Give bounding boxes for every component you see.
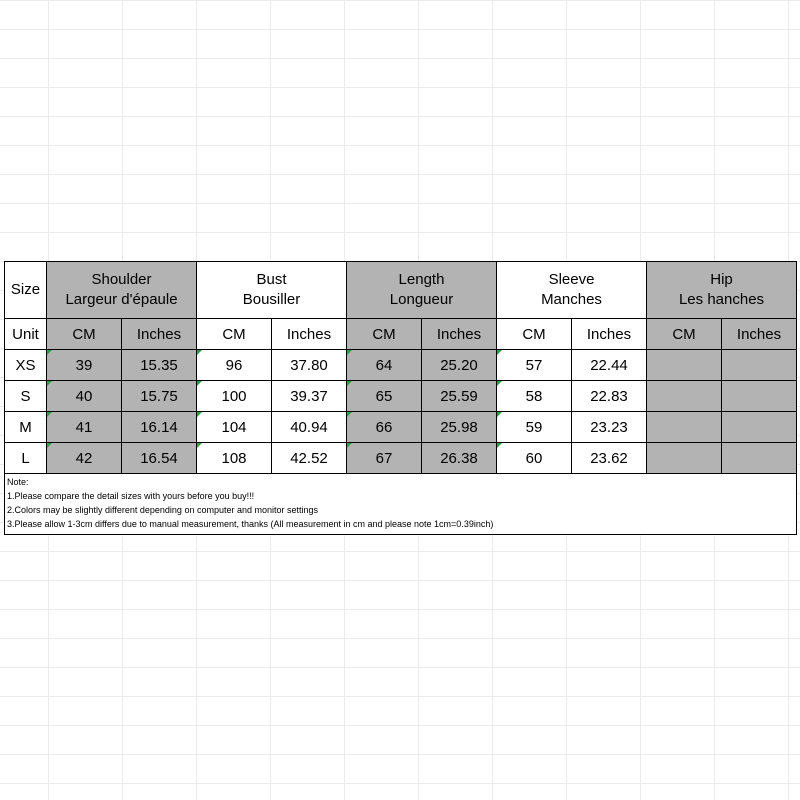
value-cell: 16.54 bbox=[122, 443, 197, 474]
size-label-cell: S bbox=[5, 381, 47, 412]
value-cell: 58 bbox=[497, 381, 572, 412]
length-label-en: Length bbox=[398, 271, 445, 288]
length-label-fr: Longueur bbox=[389, 291, 454, 308]
hip-label-fr: Les hanches bbox=[678, 291, 765, 308]
size-header-cell: Size bbox=[5, 262, 47, 319]
sleeve-header-cell bbox=[497, 262, 647, 319]
value-cell: 23.62 bbox=[572, 443, 647, 474]
value-cell: 67 bbox=[347, 443, 422, 474]
value-cell: 16.14 bbox=[122, 412, 197, 443]
value-cell: 39.37 bbox=[272, 381, 347, 412]
length-cm-header: CM bbox=[347, 319, 422, 350]
hip-header-cell bbox=[647, 262, 797, 319]
value-cell bbox=[722, 350, 797, 381]
value-cell: 66 bbox=[347, 412, 422, 443]
note-line-2: 2.Colors may be slightly different depending on computer and monitor settings bbox=[7, 505, 319, 515]
value-cell: 60 bbox=[497, 443, 572, 474]
sleeve-inches-header: Inches bbox=[572, 319, 647, 350]
value-cell bbox=[647, 350, 722, 381]
bust-header-cell bbox=[197, 262, 347, 319]
note-line-1: 1.Please compare the detail sizes with yours before you buy!!! bbox=[7, 491, 255, 501]
header-row bbox=[5, 262, 797, 319]
notes-cell bbox=[5, 474, 797, 535]
hip-cm-header: CM bbox=[647, 319, 722, 350]
notes-row bbox=[5, 474, 797, 535]
size-label-cell: XS bbox=[5, 350, 47, 381]
value-cell: 26.38 bbox=[422, 443, 497, 474]
value-cell bbox=[647, 443, 722, 474]
value-cell bbox=[722, 412, 797, 443]
size-row-m bbox=[5, 412, 797, 443]
value-cell: 22.44 bbox=[572, 350, 647, 381]
value-cell: 39 bbox=[47, 350, 122, 381]
value-cell: 41 bbox=[47, 412, 122, 443]
value-cell: 57 bbox=[497, 350, 572, 381]
size-label-cell: L bbox=[5, 443, 47, 474]
value-cell: 25.98 bbox=[422, 412, 497, 443]
size-row-s bbox=[5, 381, 797, 412]
hip-inches-header: Inches bbox=[722, 319, 797, 350]
length-header-cell bbox=[347, 262, 497, 319]
value-cell: 104 bbox=[197, 412, 272, 443]
value-cell: 42 bbox=[47, 443, 122, 474]
value-cell: 22.83 bbox=[572, 381, 647, 412]
sleeve-cm-header: CM bbox=[497, 319, 572, 350]
shoulder-header-cell bbox=[47, 262, 197, 319]
size-chart bbox=[4, 261, 794, 535]
value-cell bbox=[722, 381, 797, 412]
value-cell: 40 bbox=[47, 381, 122, 412]
value-cell: 25.20 bbox=[422, 350, 497, 381]
hip-label-en: Hip bbox=[710, 271, 733, 288]
value-cell: 42.52 bbox=[272, 443, 347, 474]
bust-inches-header: Inches bbox=[272, 319, 347, 350]
shoulder-inches-header: Inches bbox=[122, 319, 197, 350]
value-cell: 65 bbox=[347, 381, 422, 412]
shoulder-cm-header: CM bbox=[47, 319, 122, 350]
sleeve-label-fr: Manches bbox=[541, 291, 602, 308]
value-cell: 64 bbox=[347, 350, 422, 381]
value-cell bbox=[722, 443, 797, 474]
unit-header-cell: Unit bbox=[5, 319, 47, 350]
bust-cm-header: CM bbox=[197, 319, 272, 350]
sleeve-label-en: Sleeve bbox=[548, 271, 595, 288]
shoulder-label-en: Shoulder bbox=[91, 271, 152, 288]
size-label-cell: M bbox=[5, 412, 47, 443]
bust-label-en: Bust bbox=[256, 271, 287, 288]
value-cell: 96 bbox=[197, 350, 272, 381]
value-cell: 108 bbox=[197, 443, 272, 474]
length-inches-header: Inches bbox=[422, 319, 497, 350]
size-row-xs bbox=[5, 350, 797, 381]
value-cell: 15.35 bbox=[122, 350, 197, 381]
value-cell: 37.80 bbox=[272, 350, 347, 381]
notes-title: Note: bbox=[7, 477, 29, 487]
value-cell bbox=[647, 412, 722, 443]
value-cell: 23.23 bbox=[572, 412, 647, 443]
value-cell bbox=[647, 381, 722, 412]
unit-row bbox=[5, 319, 797, 350]
size-row-l bbox=[5, 443, 797, 474]
bust-label-fr: Bousiller bbox=[242, 291, 301, 308]
note-line-3: 3.Please allow 1-3cm differs due to manual measurement, thanks (All measurement in cm and please note 1cm=0.39inch) bbox=[7, 519, 494, 529]
value-cell: 100 bbox=[197, 381, 272, 412]
value-cell: 25.59 bbox=[422, 381, 497, 412]
value-cell: 59 bbox=[497, 412, 572, 443]
value-cell: 15.75 bbox=[122, 381, 197, 412]
shoulder-label-fr: Largeur d'épaule bbox=[65, 291, 178, 308]
size-chart-table bbox=[4, 261, 797, 535]
value-cell: 40.94 bbox=[272, 412, 347, 443]
